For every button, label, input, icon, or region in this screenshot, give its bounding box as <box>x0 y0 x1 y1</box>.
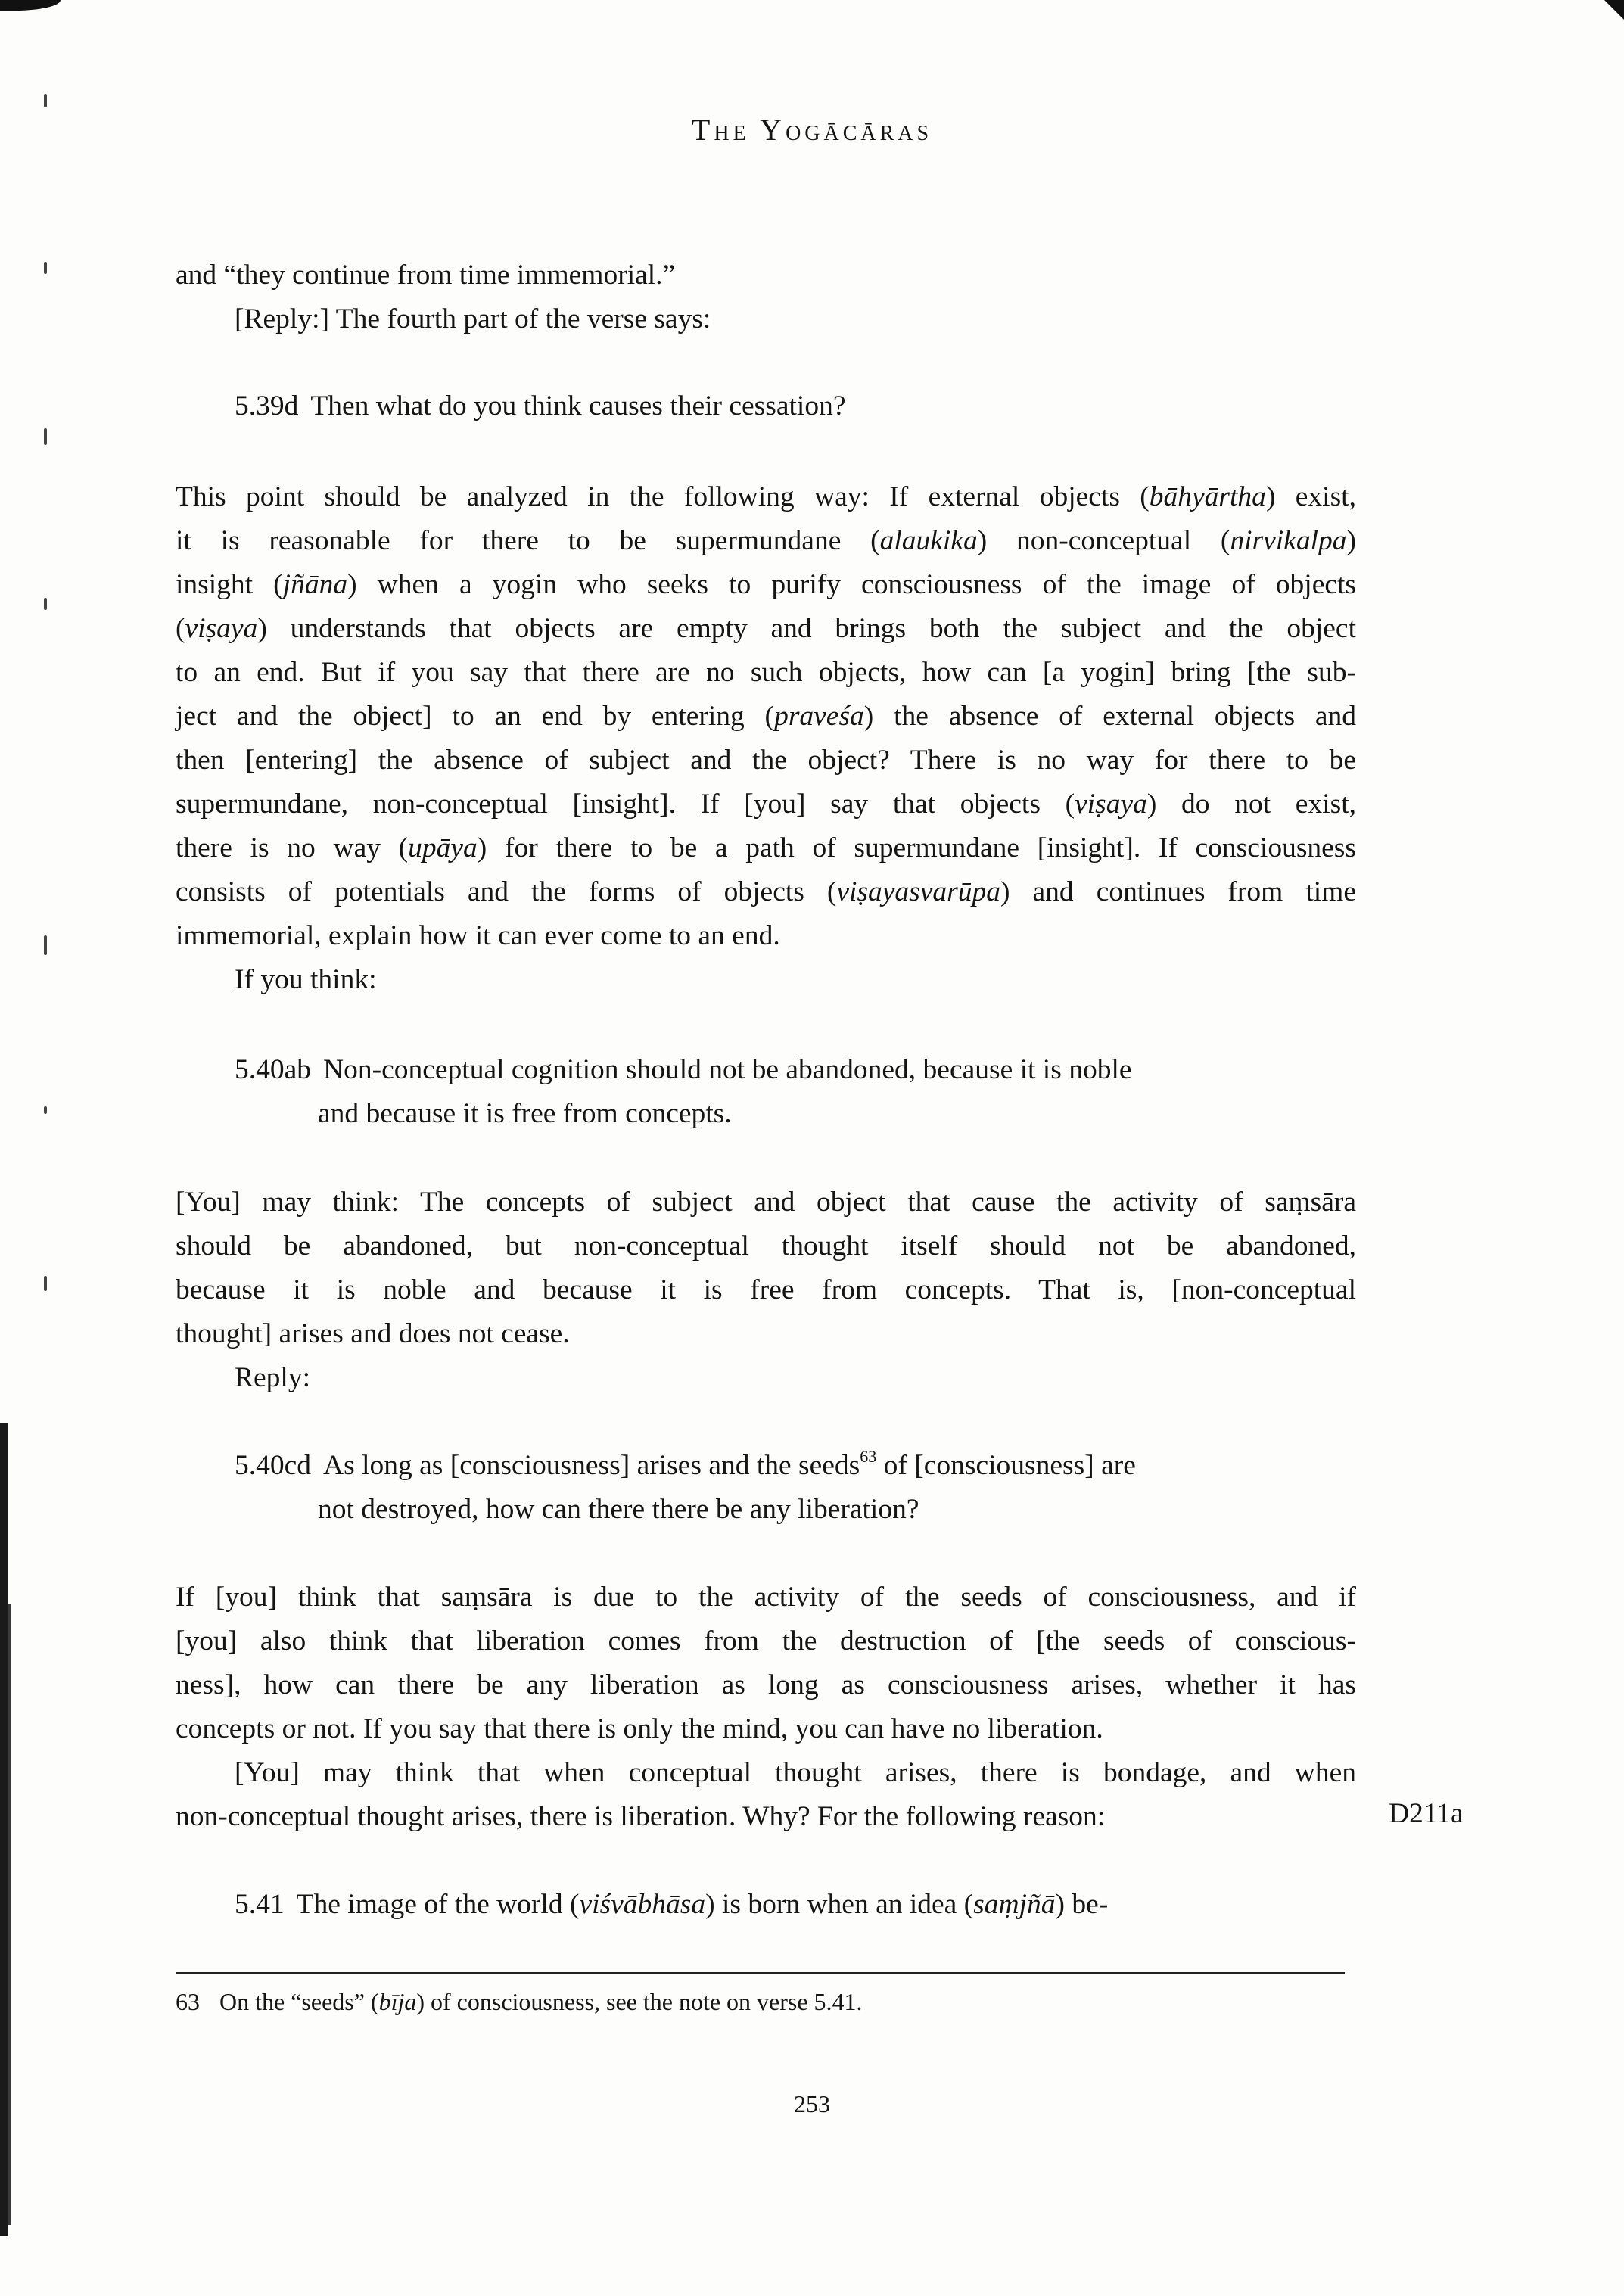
footnote <box>176 1983 863 2021</box>
paragraph-line <box>176 607 1356 651</box>
scan-shadow <box>1604 0 1624 20</box>
paragraph-line <box>176 1795 1105 1839</box>
paragraph-line <box>176 870 1356 914</box>
binding-shadow <box>8 1604 11 2225</box>
paragraph-line <box>176 254 675 297</box>
line-text: ject and the object] to an end by entering (praveśa) the absence of external objects and <box>176 701 1356 732</box>
line-text: and because it is free from concepts. <box>318 1098 732 1129</box>
line-text: and “they continue from time immemorial.” <box>176 260 676 291</box>
line-text: consists of potentials and the forms of objects (viṣayasvarūpa) and continues from time <box>176 876 1356 907</box>
paragraph-line <box>176 782 1356 826</box>
paragraph-line <box>176 563 1356 607</box>
paragraph-line <box>176 1312 570 1356</box>
verse-line <box>235 1048 1132 1092</box>
paragraph-line <box>176 914 780 958</box>
paragraph-line <box>176 1663 1356 1707</box>
line-text: because it is noble and because it is free from concepts. That is, [non-conceptual <box>176 1274 1356 1305</box>
paragraph-line <box>235 297 711 341</box>
paragraph-line <box>176 739 1356 782</box>
line-text: concepts or not. If you say that there is only the mind, you can have no liberation. <box>176 1713 1103 1744</box>
line-text: insight (jñāna) when a yogin who seeks to purify consciousness of the image of objects <box>176 569 1356 600</box>
paragraph-line <box>176 826 1356 870</box>
line-text: then [entering] the absence of subject and the object? There is no way for there to be <box>176 745 1356 776</box>
paragraph-line <box>176 1576 1356 1619</box>
gutter-mark <box>44 262 47 274</box>
paragraph-line <box>176 1619 1356 1663</box>
footnote-text: On the “seeds” (bīja) of consciousness, see the note on verse 5.41. <box>219 1988 863 2015</box>
line-text: [you] also think that liberation comes from the destruction of [the seeds of conscious- <box>176 1626 1356 1657</box>
line-text: to an end. But if you say that there are no such objects, how can [a yogin] bring [the sub- <box>176 657 1356 688</box>
line-text: non-conceptual thought arises, there is liberation. Why? For the following reason: <box>176 1801 1106 1832</box>
line-text: (viṣaya) understands that objects are empty and brings both the subject and the object <box>176 613 1356 644</box>
footnote-rule <box>176 1972 1345 1974</box>
line-text: it is reasonable for there to be supermundane (alaukika) non-conceptual (nirvikalpa) <box>176 525 1356 556</box>
paragraph-line <box>176 651 1356 695</box>
line-text: not destroyed, how can there there be any liberation? <box>318 1494 919 1525</box>
paragraph-line <box>235 1356 310 1400</box>
verse-line <box>318 1488 919 1532</box>
line-text: Reply: <box>235 1362 310 1393</box>
line-text: immemorial, explain how it can ever come to an end. <box>176 920 780 951</box>
gutter-mark <box>44 1276 47 1291</box>
running-head: The Yogācāras <box>691 113 933 147</box>
gutter-mark <box>44 428 47 445</box>
line-text: [You] may think that when conceptual thought arises, there is bondage, and when <box>235 1757 1356 1788</box>
gutter-mark <box>44 935 47 955</box>
verse-line <box>235 1883 1108 1927</box>
line-text: [Reply:] The fourth part of the verse says: <box>235 303 711 334</box>
gutter-mark <box>44 1106 47 1114</box>
verse-line <box>318 1092 732 1136</box>
line-text: This point should be analyzed in the following way: If external objects (bāhyārtha) exist, <box>176 481 1356 512</box>
line-text: should be abandoned, but non-conceptual thought itself should not be abandoned, <box>176 1230 1356 1262</box>
paragraph-line <box>235 958 376 1002</box>
paragraph-line <box>176 475 1356 519</box>
paragraph-line <box>176 1224 1356 1268</box>
paragraph-line <box>176 695 1356 739</box>
line-text: ness], how can there be any liberation as long as consciousness arises, whether it has <box>176 1669 1356 1700</box>
page-number: 253 <box>794 2090 830 2117</box>
footnote-number: 63 <box>176 1988 200 2015</box>
line-text: The image of the world (viśvābhāsa) is born when an idea (saṃjñā) be- <box>296 1889 1109 1920</box>
paragraph-line <box>176 1268 1356 1312</box>
gutter-mark <box>44 598 47 610</box>
paragraph-line <box>176 519 1356 563</box>
verse-line <box>235 1444 1136 1488</box>
verse-number: 5.40cd <box>235 1450 312 1481</box>
line-text: [You] may think: The concepts of subject and object that cause the activity of saṃsāra <box>176 1187 1356 1218</box>
line-text: As long as [consciousness] arises and the seeds$^{63}$ of [consciousness] are <box>323 1447 1136 1481</box>
line-text: thought] arises and does not cease. <box>176 1318 570 1349</box>
paragraph-line <box>176 1707 1103 1751</box>
line-text: Non-conceptual cognition should not be abandoned, because it is noble <box>323 1054 1132 1085</box>
line-text: If you think: <box>235 964 377 995</box>
line-text: Then what do you think causes their cessation? <box>310 390 846 422</box>
line-text: If [you] think that saṃsāra is due to the activity of the seeds of consciousness, and if <box>176 1582 1356 1613</box>
margin-reference: D211a <box>1389 1798 1464 1829</box>
line-text: supermundane, non-conceptual [insight]. If [you] say that objects (viṣaya) do not exist, <box>176 789 1356 820</box>
paragraph-line <box>235 1751 1356 1795</box>
verse-number: 5.40ab <box>235 1054 312 1085</box>
verse-line <box>235 384 845 428</box>
verse-number: 5.39d <box>235 390 299 422</box>
gutter-mark <box>44 94 47 107</box>
scan-shadow <box>0 0 61 11</box>
paragraph-line <box>176 1181 1356 1224</box>
line-text: there is no way (upāya) for there to be a path of supermundane [insight]. If consciousness <box>176 832 1356 863</box>
verse-number: 5.41 <box>235 1889 285 1920</box>
